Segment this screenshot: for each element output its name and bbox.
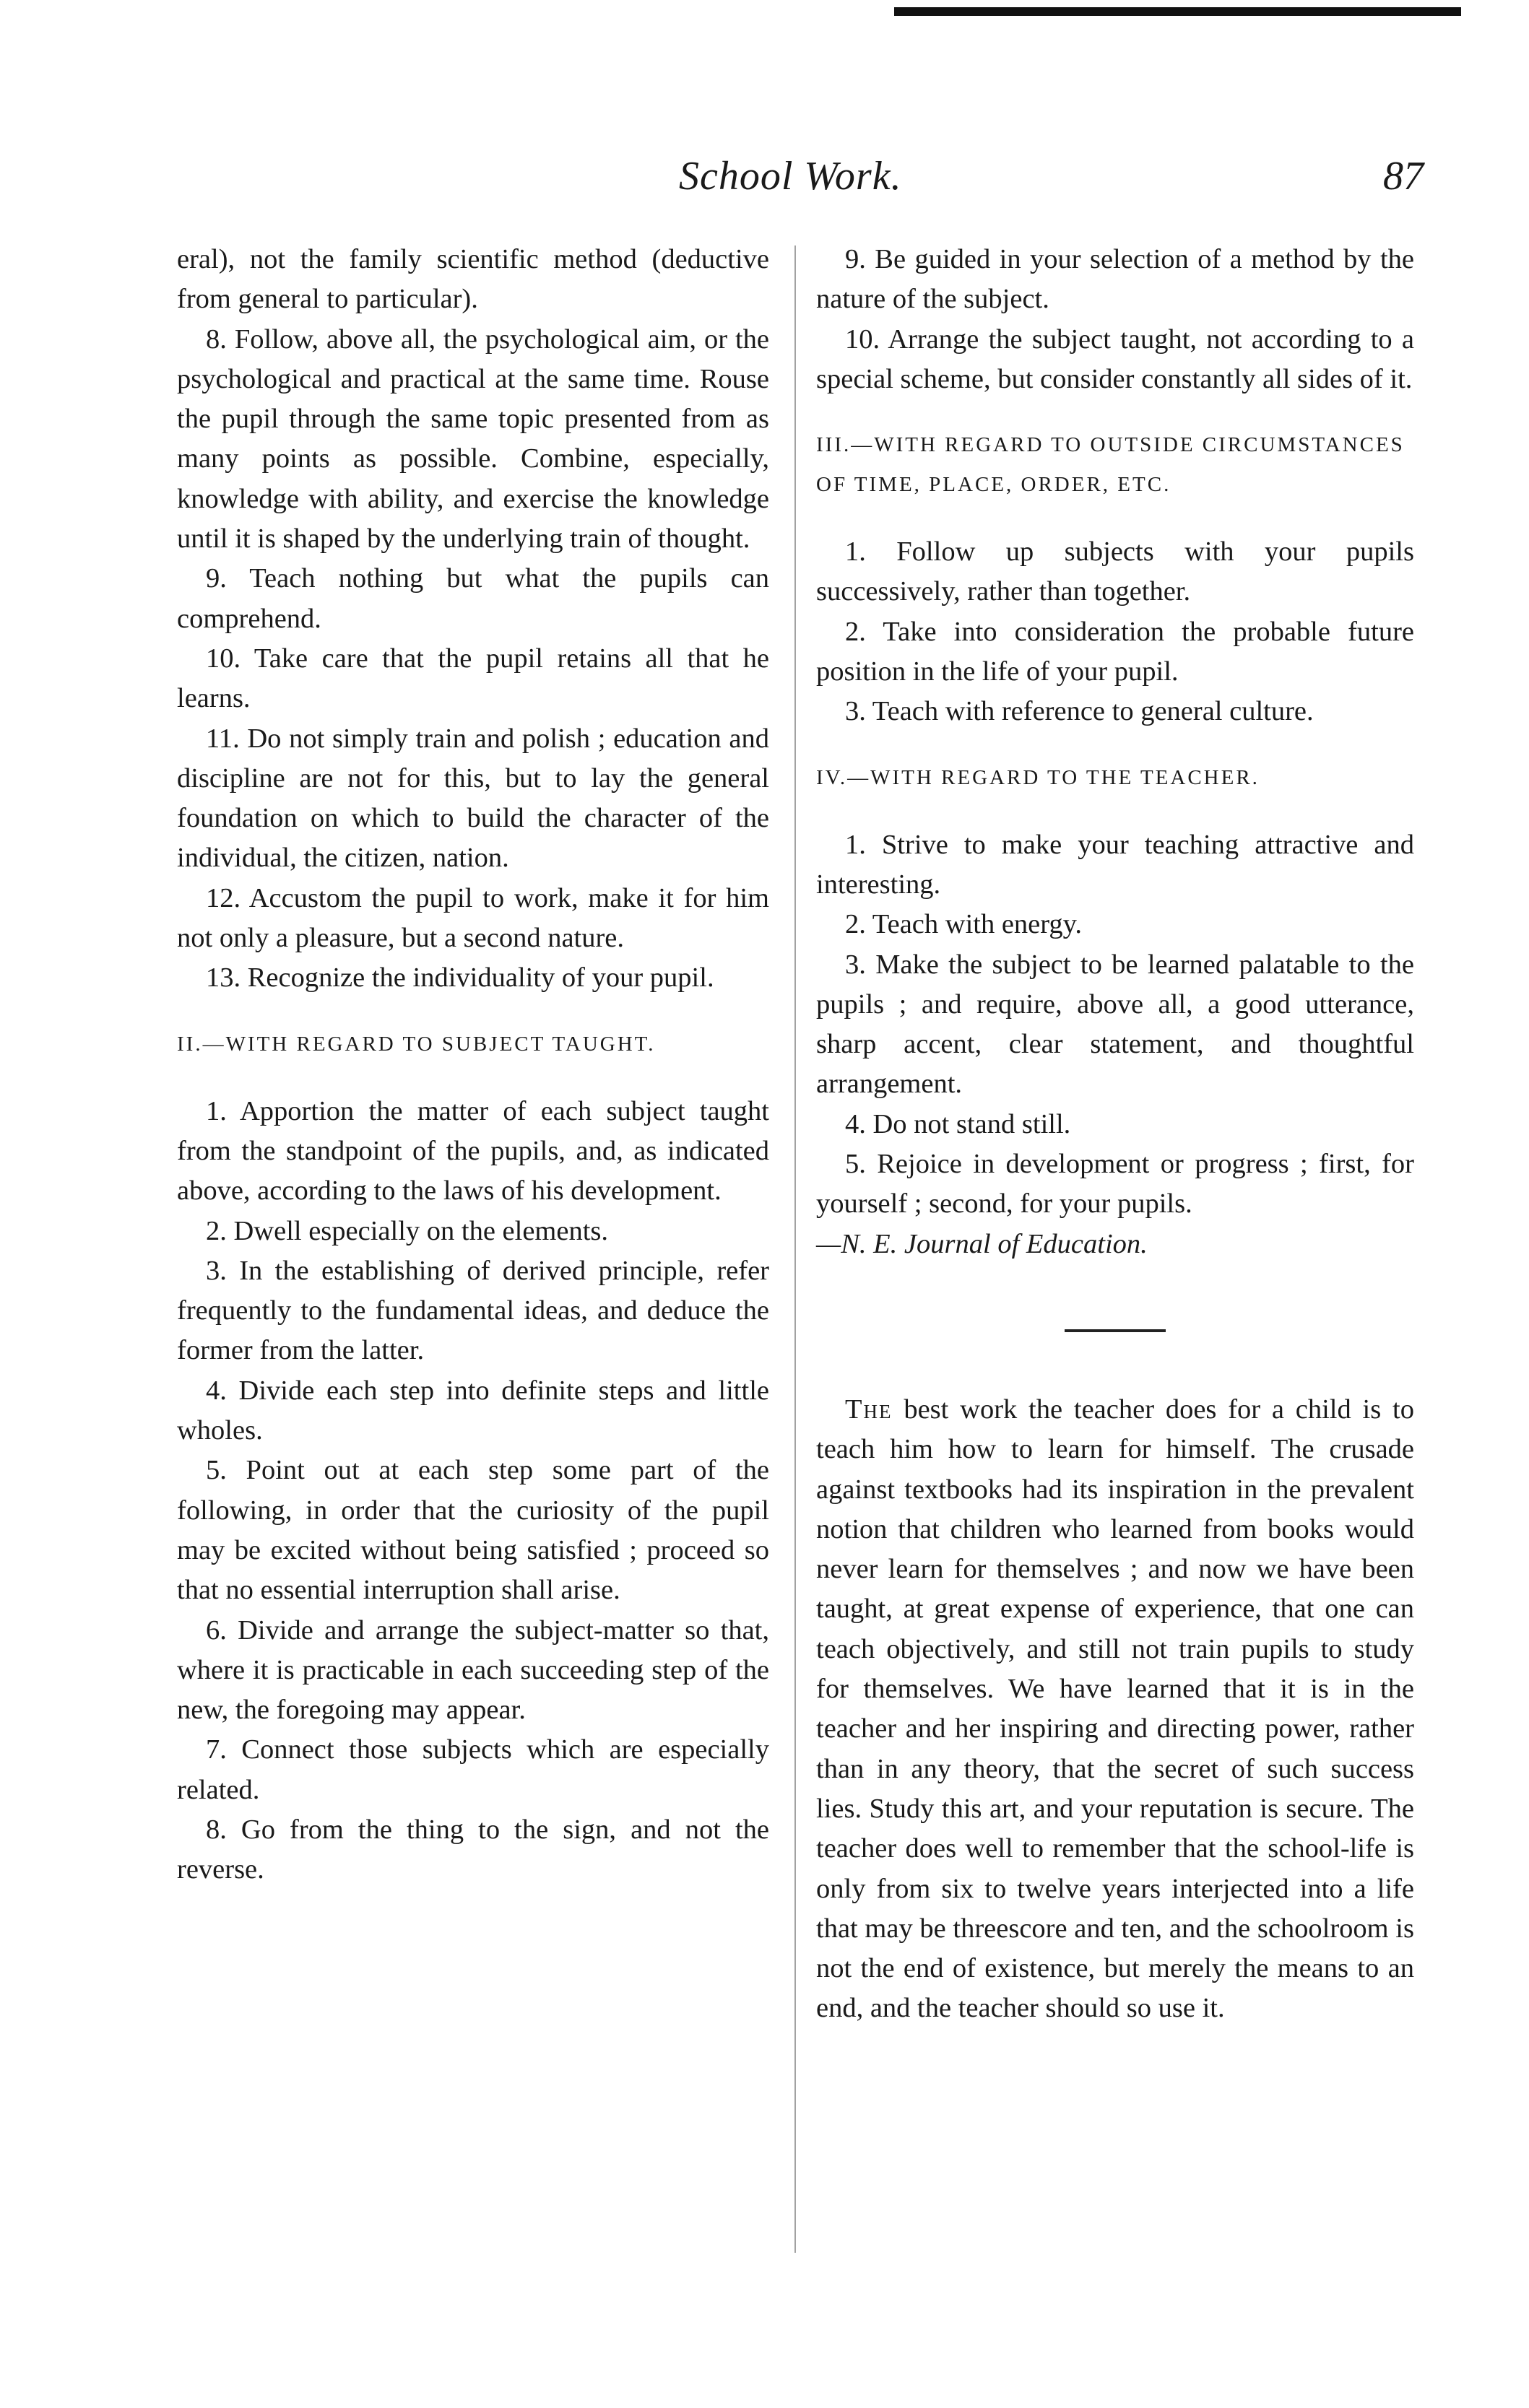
list-item: 1. Follow up subjects with your pupils successively, rather than together. xyxy=(816,536,1414,607)
list-item: 2. Teach with energy. xyxy=(845,909,1083,940)
list-item: 2. Dwell especially on the elements. xyxy=(206,1215,609,1246)
source-attribution: —N. E. Journal of Education. xyxy=(816,1228,1148,1259)
list-item: 4. Do not stand still. xyxy=(845,1108,1071,1139)
column-divider xyxy=(794,245,796,2253)
section-heading-iii: III.—WITH REGARD TO OUTSIDE CIRCUMSTANCES OF TIME, PLACE, ORDER, ETC. xyxy=(816,433,1405,497)
running-title: School Work. xyxy=(679,154,902,199)
list-item: 5. Rejoice in development or progress ; first, for yourself ; second, for your pupils. xyxy=(816,1149,1414,1220)
list-item: 7. Connect those subjects which are especially related. xyxy=(177,1734,769,1805)
section-heading-ii: II.—WITH REGARD TO SUBJECT TAUGHT. xyxy=(177,1032,656,1056)
list-item: 3. Make the subject to be learned palatable to the pupils ; and require, above all, a good utterance, sharp accent, clear statement, and thoughtful arrangement. xyxy=(816,949,1414,1100)
list-item: 3. Teach with reference to general culture. xyxy=(845,696,1314,727)
left-column xyxy=(177,240,769,1890)
list-item: 6. Divide and arrange the subject-matter so that, where it is practicable in each succeeding step of the new, the foregoing may appear. xyxy=(177,1614,769,1726)
list-item: 9. Teach nothing but what the pupils can comprehend. xyxy=(177,563,769,634)
list-item: 3. In the establishing of derived principle, refer frequently to the fundamental ideas, and deduce the former from the latter. xyxy=(177,1255,769,1366)
essay-body: best work the teacher does for a child is to teach him how to learn for himself. The crusade against textbooks had its inspiration in the prevalent notion that children who learned from books would never learn for themselves ; and now we have been taught, at great expense of experience, that one can teach objectively, and still not train pupils to study for themselves. We have learned that it is in the teacher and her inspiring and directing power, rather than in any theory, that the secret of such success lies. Study this art, and your reputation is secure. The teacher does well to remember that the school-life is only from six to twelve years interjected into a life that may be threescore and ten, and the schoolroom is not the end of existence, but merely the means to an end, and the teacher should so use it. xyxy=(816,1394,1414,2024)
list-item: 2. Take into consideration the probable future position in the life of your pupil. xyxy=(816,616,1414,687)
continuation-text: eral), not the family scientific method (deductive from general to particular). xyxy=(177,244,769,315)
list-item: 5. Point out at each step some part of the following, in order that the curiosity of the pupil may be excited without being satisfied ; proceed so that no essential interruption shall arise. xyxy=(177,1455,769,1606)
list-item: 4. Divide each step into definite steps and little wholes. xyxy=(177,1375,769,1446)
section-separator-rule xyxy=(1065,1329,1166,1332)
list-item: 11. Do not simply train and polish ; education and discipline are not for this, but to lay the general foundation on which to build the character of the individual, the citizen, nation. xyxy=(177,723,769,874)
list-item: 8. Follow, above all, the psychological aim, or the psychological and practical at the same time. Rouse the pupil through the same topic presented from as many points as possible. Combine, especially, knowledge with ability, and exercise the knowledge until it is shaped by the underlying train of thought. xyxy=(177,323,769,555)
list-item: 1. Strive to make your teaching attractive and interesting. xyxy=(816,829,1414,900)
section-heading-iv: IV.—WITH REGARD TO THE TEACHER. xyxy=(816,765,1260,789)
essay-first-word: The xyxy=(845,1394,893,1425)
top-border-rule xyxy=(894,7,1461,16)
list-item: 13. Recognize the individuality of your pupil. xyxy=(206,962,714,994)
list-item: 1. Apportion the matter of each subject taught from the standpoint of the pupils, and, as indicated above, according to the laws of his development. xyxy=(177,1095,769,1207)
list-item: 12. Accustom the pupil to work, make it for him not only a pleasure, but a second nature. xyxy=(177,882,769,954)
page-number: 87 xyxy=(1383,154,1424,199)
list-item: 10. Arrange the subject taught, not according to a special scheme, but consider constantly all sides of it. xyxy=(816,323,1414,394)
right-column xyxy=(816,240,1414,2029)
list-item: 8. Go from the thing to the sign, and not the reverse. xyxy=(177,1814,769,1885)
essay-paragraph xyxy=(816,1390,1414,2029)
list-item: 10. Take care that the pupil retains all that he learns. xyxy=(177,643,769,714)
list-item: 9. Be guided in your selection of a method by the nature of the subject. xyxy=(816,244,1414,315)
